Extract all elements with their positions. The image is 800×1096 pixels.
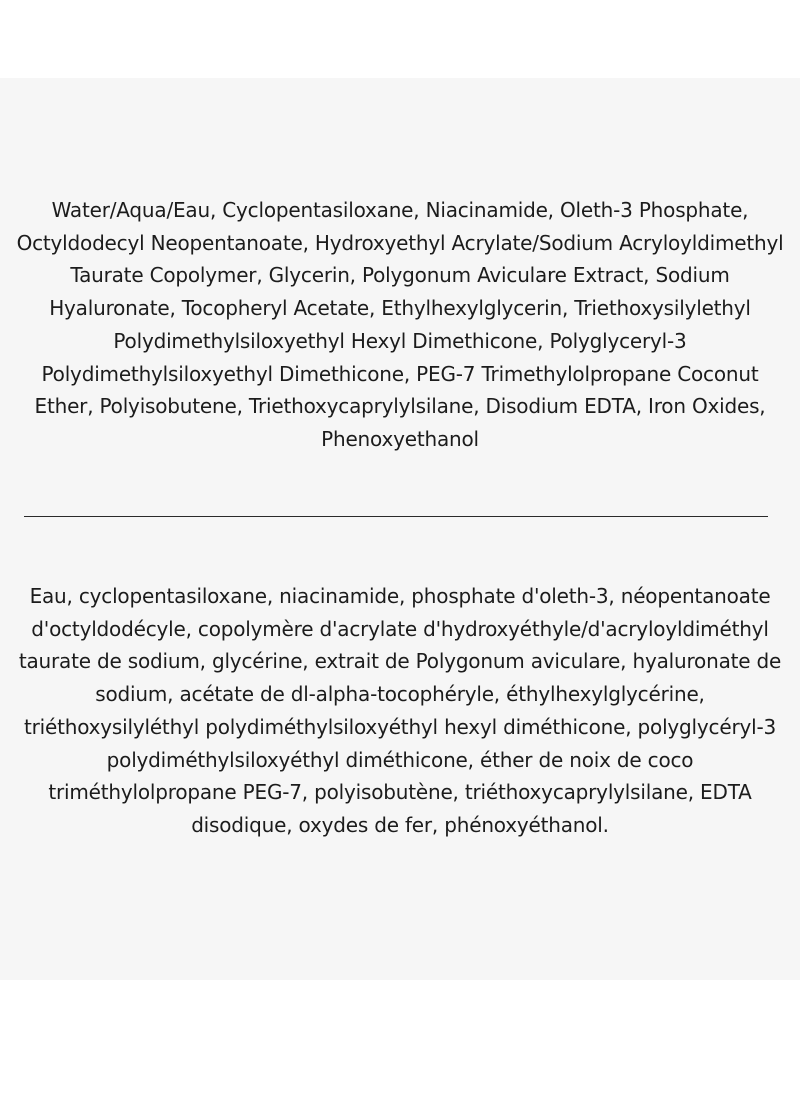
ingredients-french: Eau, cyclopentasiloxane, niacinamide, phosphate d'oleth-3, néopentanoate d'octyldodécyle, copolymère d'acrylate d'hydroxyéthyle/d'acryloyldiméthyl taurate de sodium, glycérine, extrait de Polygonum aviculare, hyaluronate de sodium, acétate de dl-alpha-tocophéryle, éthylhexylglycérine, triéthoxysilyléthyl polydiméthylsiloxyéthyl hexyl diméthicone, polyglycéryl-3 polydiméthylsiloxyéthyl diméthicone, éther de noix de coco triméthylolpropane PEG-7, polyisobutène, triéthoxycaprylylsilane, EDTA disodique, oxydes de fer, phénoxyéthanol. bbox=[18, 584, 782, 837]
section-divider bbox=[24, 516, 768, 517]
ingredients-panel bbox=[0, 78, 800, 980]
ingredients-english: Water/Aqua/Eau, Cyclopentasiloxane, Niacinamide, Oleth-3 Phosphate, Octyldodecyl Neopentanoate, Hydroxyethyl Acrylate/Sodium Acryloyldimethyl Taurate Copolymer, Glycerin, Polygonum Aviculare Extract, Sodium Hyaluronate, Tocopheryl Acetate, Ethylhexylglycerin, Triethoxysilylethyl Polydimethylsiloxyethyl Hexyl Dimethicone, Polyglyceryl-3 Polydimethylsiloxyethyl Dimethicone, PEG-7 Trimethylolpropane Coconut Ether, Polyisobutene, Triethoxycaprylylsilane, Disodium EDTA, Iron Oxides, Phenoxyethanol bbox=[16, 198, 784, 451]
